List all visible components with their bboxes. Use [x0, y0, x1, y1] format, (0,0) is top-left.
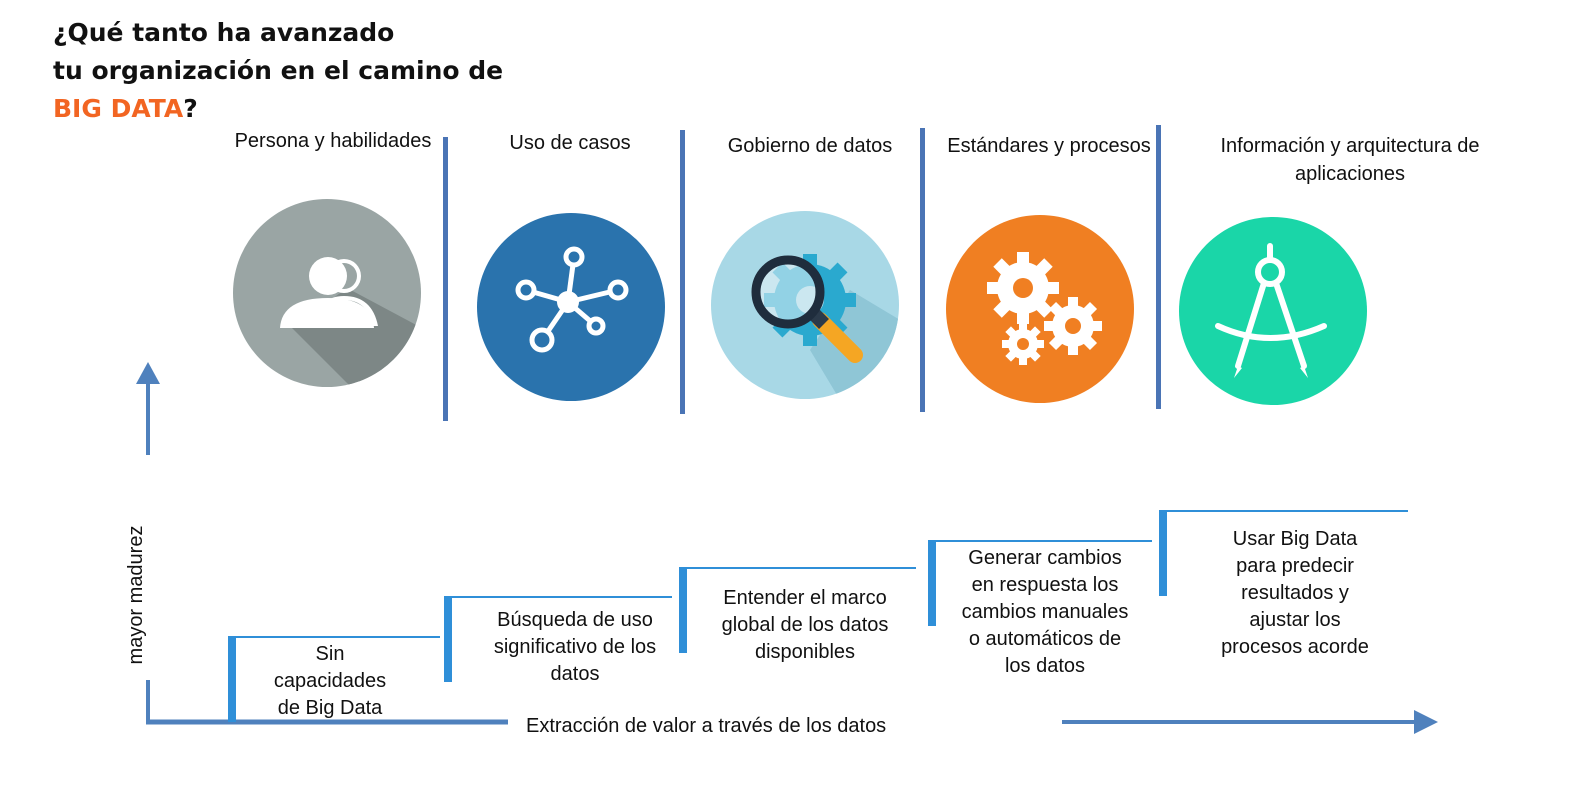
step-text-2	[470, 607, 680, 688]
step-3-line: disponibles	[754, 641, 856, 663]
step-text-4	[945, 545, 1145, 680]
step-4-line: o automáticos de	[968, 628, 1122, 650]
step-1-line: de Big Data	[277, 697, 383, 719]
step-2-line: datos	[550, 663, 600, 685]
step-5-line: resultados y	[1241, 582, 1349, 604]
step-4-line: cambios manuales	[961, 601, 1129, 623]
step-text-1	[245, 641, 415, 722]
title-line-1: ¿Qué tanto ha avanzado	[53, 18, 395, 47]
title-line-2: tu organización en el camino de	[53, 56, 504, 85]
step-1-line: capacidades	[273, 670, 387, 692]
category-label-estandares: Estándares y procesos	[947, 135, 1151, 157]
x-axis-label: Extracción de valor a través de los datos	[526, 715, 887, 737]
category-label-persona: Persona y habilidades	[234, 130, 432, 152]
step-2-line: Búsqueda de uso	[497, 609, 653, 631]
step-2-line: significativo de los	[493, 636, 657, 658]
step-text-5	[1195, 526, 1395, 661]
x-axis-arrow	[1062, 710, 1438, 734]
step-5-line: para predecir	[1236, 555, 1354, 577]
step-1-line: Sin	[315, 643, 345, 665]
y-axis-arrow	[136, 362, 160, 455]
category-label-informacion-line-1: Información y arquitectura de	[1220, 135, 1480, 157]
step-3-line: global de los datos	[721, 614, 889, 636]
step-4-line: Generar cambios	[968, 547, 1122, 569]
category-label-informacion-line-2: aplicaciones	[1294, 163, 1406, 185]
step-5-line: ajustar los	[1249, 609, 1341, 631]
step-5-line: Usar Big Data	[1232, 528, 1358, 550]
step-4-line: en respuesta los	[971, 574, 1119, 596]
step-5-line: procesos acorde	[1221, 636, 1369, 658]
step-3-line: Entender el marco	[723, 587, 887, 609]
step-4-line: los datos	[1004, 655, 1086, 677]
step-text-3	[700, 585, 910, 666]
title-accent: BIG DATA	[53, 94, 184, 123]
title-end: ?	[183, 94, 198, 123]
category-label-gobierno: Gobierno de datos	[727, 135, 893, 157]
y-axis-label: mayor madurez	[125, 525, 147, 665]
category-label-uso: Uso de casos	[509, 132, 631, 154]
